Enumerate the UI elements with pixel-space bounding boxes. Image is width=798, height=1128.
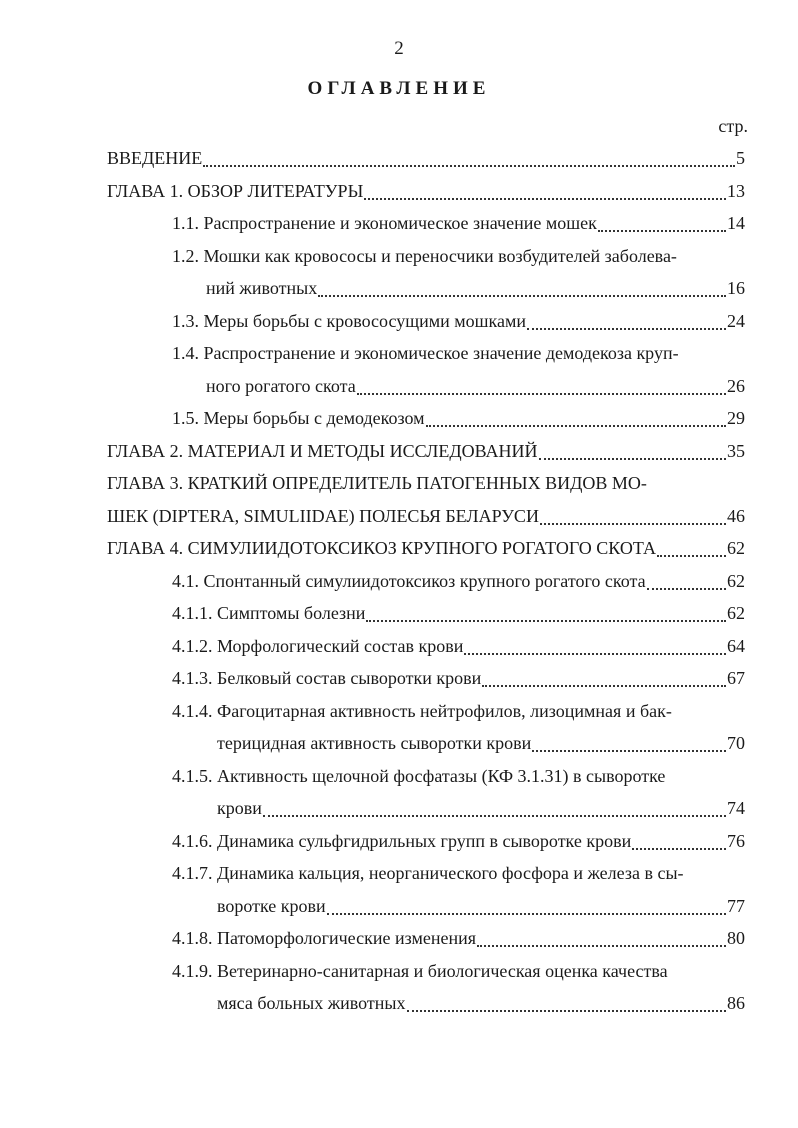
dot-leader [482, 685, 726, 687]
toc-entry-page: 80 [727, 928, 745, 948]
toc-entry-title: ГЛАВА 4. СИМУЛИИДОТОКСИКОЗ КРУПНОГО РОГАТОГО СКОТА [107, 538, 656, 558]
toc-entry[interactable] [0, 662, 798, 695]
toc-entry[interactable] [0, 597, 798, 630]
toc-entry[interactable] [0, 467, 798, 532]
toc-entry[interactable] [0, 207, 798, 240]
toc-entry-title: 4.1. Спонтанный симулиидотоксикоз крупного рогатого скота [172, 570, 646, 591]
dot-leader [657, 555, 726, 557]
dot-leader [203, 165, 735, 167]
toc-entry-title: 4.1.7. Динамика кальция, неорганического фосфора и железа в сы- [172, 863, 684, 883]
dot-leader [464, 653, 726, 655]
toc-entry-title: 4.1.9. Ветеринарно-санитарная и биологическая оценка качества [172, 960, 668, 981]
toc-entry[interactable] [0, 240, 798, 305]
dot-leader [532, 750, 726, 752]
toc-entry-title: 4.1.1. Симптомы болезни [172, 603, 366, 623]
toc-entry-title: ГЛАВА 2. МАТЕРИАЛ И МЕТОДЫ ИССЛЕДОВАНИЙ [107, 440, 538, 461]
dot-leader [477, 945, 726, 947]
toc-entry[interactable] [0, 175, 798, 208]
toc-entry-title: 1.3. Меры борьбы с кровососущими мошками [172, 310, 526, 331]
toc-entry-page: 62 [727, 538, 745, 558]
toc-entry[interactable] [0, 142, 798, 175]
toc-entry[interactable] [0, 337, 798, 402]
toc-entry[interactable] [0, 435, 798, 468]
dot-leader [364, 198, 726, 200]
toc-entry-title: 1.1. Распространение и экономическое значение мошек [172, 213, 597, 233]
toc-entry-page: 16 [727, 278, 745, 298]
toc-entry-page: 62 [727, 603, 745, 623]
toc-entry-page: 76 [727, 830, 745, 851]
dot-leader [357, 393, 726, 395]
toc-entry-page: 5 [736, 148, 745, 168]
toc-entry-title: ШЕК (DIPTERA, SIMULIIDAE) ПОЛЕСЬЯ БЕЛАРУСИ [107, 505, 539, 526]
toc-entry[interactable] [0, 305, 798, 338]
dot-leader [263, 815, 726, 817]
toc-entry-page: 13 [727, 180, 745, 201]
toc-entry-page: 29 [727, 408, 745, 428]
toc-entry[interactable] [0, 922, 798, 955]
toc-entry-page: 26 [727, 375, 745, 396]
toc-entry-title: 4.1.6. Динамика сульфгидрильных групп в сыворотке крови [172, 830, 632, 851]
toc-entry-page: 64 [727, 635, 745, 656]
toc-entry-page: 67 [727, 668, 745, 688]
toc-entry[interactable] [0, 630, 798, 663]
toc-entry[interactable] [0, 825, 798, 858]
page-column-label: стр. [718, 116, 748, 136]
dot-leader [527, 328, 726, 330]
toc-entry-page: 77 [727, 895, 745, 916]
dot-leader [407, 1010, 726, 1012]
toc-entry-title: ний животных [206, 278, 318, 298]
table-of-contents [0, 142, 798, 1020]
dot-leader [540, 523, 726, 525]
dot-leader [327, 913, 726, 915]
dot-leader [426, 425, 726, 427]
toc-entry-title: ГЛАВА 3. КРАТКИЙ ОПРЕДЕЛИТЕЛЬ ПАТОГЕННЫХ ВИДОВ МО- [107, 473, 647, 493]
toc-entry-page: 24 [727, 310, 745, 331]
toc-entry[interactable] [0, 857, 798, 922]
dot-leader [647, 588, 726, 590]
dot-leader [318, 295, 726, 297]
toc-entry-title: 4.1.3. Белковый состав сыворотки крови [172, 668, 482, 688]
toc-entry-title: 1.5. Меры борьбы с демодекозом [172, 408, 425, 428]
page-title: ОГЛАВЛЕНИЕ [307, 78, 491, 99]
toc-entry-page: 62 [727, 570, 745, 591]
toc-entry-title: 1.2. Мошки как кровососы и переносчики возбудителей заболева- [172, 245, 677, 266]
toc-entry-title: ВВЕДЕНИЕ [107, 148, 203, 168]
toc-entry-page: 14 [727, 213, 745, 233]
toc-entry-title: крови [217, 798, 262, 818]
toc-entry[interactable] [0, 695, 798, 760]
toc-entry-page: 70 [727, 733, 745, 753]
toc-entry-title: 4.1.8. Патоморфологические изменения [172, 928, 477, 948]
toc-entry-title: 4.1.5. Активность щелочной фосфатазы (КФ 3.1.31) в сыворотке [172, 765, 666, 786]
toc-entry[interactable] [0, 760, 798, 825]
toc-entry[interactable] [0, 565, 798, 598]
toc-entry-page: 35 [727, 440, 745, 461]
toc-entry-title: ГЛАВА 1. ОБЗОР ЛИТЕРАТУРЫ [107, 180, 364, 201]
page-number: 2 [394, 38, 404, 59]
dot-leader [539, 458, 726, 460]
toc-entry-title: ного рогатого скота [206, 375, 356, 396]
toc-entry-title: терицидная активность сыворотки крови [217, 733, 532, 753]
toc-entry[interactable] [0, 402, 798, 435]
toc-entry[interactable] [0, 532, 798, 565]
toc-entry-page: 74 [727, 798, 745, 818]
toc-entry[interactable] [0, 955, 798, 1020]
dot-leader [598, 230, 726, 232]
toc-entry-page: 86 [727, 993, 745, 1013]
dot-leader [366, 620, 726, 622]
toc-entry-title: мяса больных животных [217, 993, 406, 1013]
toc-entry-page: 46 [727, 505, 745, 526]
toc-entry-title: воротке крови [217, 895, 326, 916]
toc-entry-title: 4.1.4. Фагоцитарная активность нейтрофилов, лизоцимная и бак- [172, 700, 672, 721]
toc-entry-title: 1.4. Распространение и экономическое значение демодекоза круп- [172, 343, 679, 363]
dot-leader [632, 848, 726, 850]
toc-entry-title: 4.1.2. Морфологический состав крови [172, 635, 464, 656]
